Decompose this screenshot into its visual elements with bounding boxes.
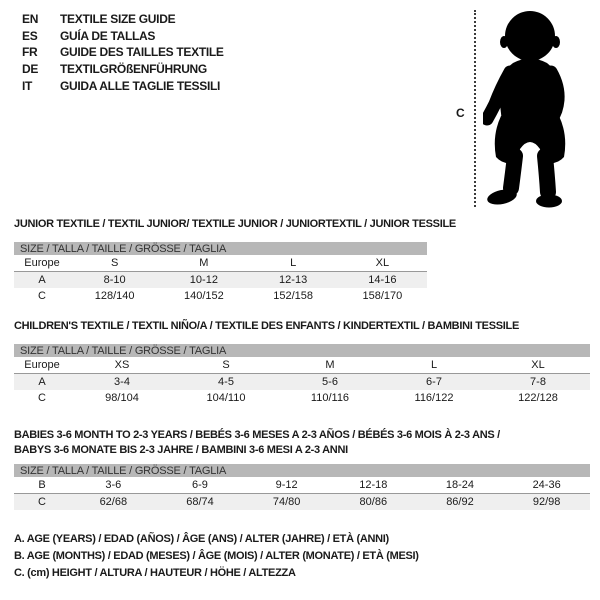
size-header-cell: SIZE / TALLA / TAILLE / GRÖSSE / TAGLIA bbox=[14, 242, 427, 255]
size-cell: 8-10 bbox=[70, 272, 159, 289]
height-measure-label: C bbox=[456, 106, 465, 120]
table-row-height bbox=[14, 390, 590, 406]
language-code: DE bbox=[22, 62, 39, 77]
size-cell: 158/170 bbox=[362, 290, 403, 302]
children-textile-section bbox=[14, 319, 590, 406]
row-label: A bbox=[14, 272, 70, 289]
junior-size-table bbox=[14, 242, 427, 304]
legend-line-b: B. AGE (MONTHS) / EDAD (MESES) / ÂGE (MOIS) / ALTER (MONATE) / ETÀ (MESI) bbox=[14, 550, 419, 562]
size-cell: 3-6 bbox=[70, 477, 157, 494]
babies-textile-section bbox=[14, 428, 590, 510]
babies-title-line2: BABYS 3-6 MONATE BIS 2-3 JAHRE / BAMBINI 3-6 MESI A 2-3 ANNI bbox=[14, 444, 348, 456]
children-table-title: CHILDREN'S TEXTILE / TEXTIL NIÑO/A / TEXTILE DES ENFANTS / KINDERTEXTIL / BAMBINI TESSILE bbox=[14, 320, 519, 332]
size-cell: 5-6 bbox=[278, 374, 382, 391]
language-row-en bbox=[22, 11, 224, 28]
language-code: FR bbox=[22, 45, 38, 60]
size-cell: 62/68 bbox=[70, 494, 157, 511]
size-cell: XL bbox=[338, 255, 427, 272]
junior-table-title: JUNIOR TEXTILE / TEXTIL JUNIOR/ TEXTILE JUNIOR / JUNIORTEXTIL / JUNIOR TESSILE bbox=[14, 218, 456, 230]
size-cell: 9-12 bbox=[243, 477, 330, 494]
size-cell: 122/128 bbox=[518, 392, 558, 404]
babies-table-title bbox=[14, 428, 590, 458]
size-cell: 68/74 bbox=[157, 494, 244, 511]
guide-title-en: TEXTILE SIZE GUIDE bbox=[60, 12, 176, 27]
measure-legend bbox=[14, 531, 419, 582]
size-cell: XL bbox=[486, 357, 590, 374]
row-label: C bbox=[38, 290, 46, 302]
size-header-row bbox=[14, 464, 590, 477]
legend-line-c: C. (cm) HEIGHT / ALTURA / HAUTEUR / HÖHE / ALTEZZA bbox=[14, 567, 296, 579]
size-cell: L bbox=[382, 357, 486, 374]
size-cell: M bbox=[159, 255, 248, 272]
size-cell: 140/152 bbox=[183, 290, 224, 302]
size-header-cell: SIZE / TALLA / TAILLE / GRÖSSE / TAGLIA bbox=[14, 464, 590, 477]
size-cell: 24-36 bbox=[503, 477, 590, 494]
size-cell: 14-16 bbox=[338, 272, 427, 289]
language-code: IT bbox=[22, 78, 33, 93]
language-row-es bbox=[22, 28, 224, 45]
size-cell: 7-8 bbox=[486, 374, 590, 391]
table-row-age bbox=[14, 374, 590, 391]
height-dotted-line bbox=[474, 10, 476, 207]
size-cell: 116/122 bbox=[414, 392, 454, 404]
size-cell: 104/110 bbox=[206, 392, 246, 404]
language-row-de bbox=[22, 61, 224, 78]
size-cell: 12-18 bbox=[330, 477, 417, 494]
table-row-europe bbox=[14, 255, 427, 272]
language-code: EN bbox=[22, 12, 39, 27]
language-row-it bbox=[22, 77, 224, 94]
table-row-europe bbox=[14, 357, 590, 374]
guide-title-fr: GUIDE DES TAILLES TEXTILE bbox=[60, 45, 224, 60]
guide-title-it: GUIDA ALLE TAGLIE TESSILI bbox=[60, 78, 221, 93]
baby-silhouette bbox=[483, 8, 575, 210]
size-cell: S bbox=[70, 255, 159, 272]
table-row-height bbox=[14, 288, 427, 304]
row-label: C bbox=[14, 494, 70, 511]
size-cell: 80/86 bbox=[330, 494, 417, 511]
row-label: B bbox=[14, 477, 70, 494]
size-cell: 86/92 bbox=[417, 494, 504, 511]
size-cell: 4-5 bbox=[174, 374, 278, 391]
size-cell: 92/98 bbox=[503, 494, 590, 511]
size-cell: XS bbox=[70, 357, 174, 374]
baby-height-figure bbox=[450, 8, 580, 213]
size-cell: 6-7 bbox=[382, 374, 486, 391]
size-cell: 74/80 bbox=[243, 494, 330, 511]
size-cell: 3-4 bbox=[70, 374, 174, 391]
row-label: Europe bbox=[14, 357, 70, 374]
size-header-row bbox=[14, 344, 590, 357]
children-size-table bbox=[14, 344, 590, 406]
guide-title-es: GUÍA DE TALLAS bbox=[60, 28, 156, 43]
junior-textile-section bbox=[14, 217, 456, 304]
size-cell: L bbox=[249, 255, 338, 272]
size-cell: 12-13 bbox=[249, 272, 338, 289]
table-row-months bbox=[14, 477, 590, 494]
language-title-list bbox=[22, 11, 224, 94]
legend-line-a: A. AGE (YEARS) / EDAD (AÑOS) / ÂGE (ANS) / ALTER (JAHRE) / ETÀ (ANNI) bbox=[14, 533, 389, 545]
size-cell: 110/116 bbox=[310, 392, 350, 404]
table-row-age bbox=[14, 272, 427, 289]
size-cell: 10-12 bbox=[159, 272, 248, 289]
guide-title-de: TEXTILGRÖßENFÜHRUNG bbox=[60, 62, 207, 77]
size-header-cell: SIZE / TALLA / TAILLE / GRÖSSE / TAGLIA bbox=[14, 344, 590, 357]
table-row-height bbox=[14, 494, 590, 511]
size-cell: 18-24 bbox=[417, 477, 504, 494]
language-row-fr bbox=[22, 44, 224, 61]
babies-size-table bbox=[14, 464, 590, 510]
row-label: Europe bbox=[14, 255, 70, 272]
size-cell: M bbox=[278, 357, 382, 374]
size-cell: 152/158 bbox=[273, 290, 313, 302]
size-header-row bbox=[14, 242, 427, 255]
size-cell: 98/104 bbox=[105, 392, 139, 404]
size-cell: S bbox=[174, 357, 278, 374]
size-cell: 6-9 bbox=[157, 477, 244, 494]
row-label: A bbox=[14, 374, 70, 391]
language-code: ES bbox=[22, 28, 38, 43]
row-label: C bbox=[38, 392, 46, 404]
size-cell: 128/140 bbox=[94, 290, 135, 302]
babies-title-line1: BABIES 3-6 MONTH TO 2-3 YEARS / BEBÉS 3-6 MESES A 2-3 AÑOS / BÉBÉS 3-6 MOIS À 2-3 ANS / bbox=[14, 429, 500, 441]
